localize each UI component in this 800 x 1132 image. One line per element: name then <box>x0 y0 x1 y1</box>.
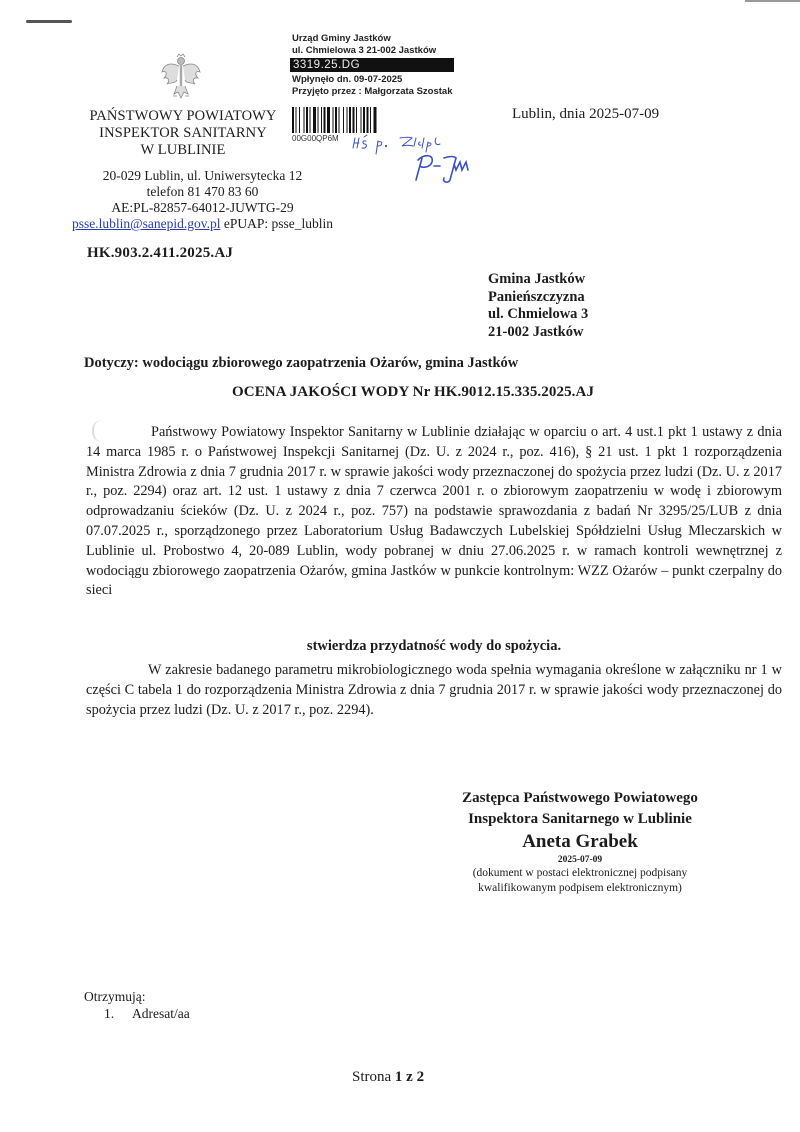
case-number: HK.903.2.411.2025.AJ <box>87 245 234 261</box>
barcode-bar <box>304 107 305 133</box>
registration-stamp <box>292 33 458 98</box>
current-page: 1 <box>394 1069 403 1085</box>
page-number <box>352 1069 424 1086</box>
recipient-address <box>488 271 588 341</box>
recipient-line-2: Panieńszczyzna <box>488 288 585 305</box>
barcode-bar <box>347 107 348 133</box>
handwritten-annotation <box>350 132 480 186</box>
office-contact <box>60 168 345 232</box>
page-separator: z <box>406 1069 413 1085</box>
barcode <box>292 107 452 133</box>
receivers-heading: Otrzymują: <box>84 989 146 1004</box>
barcode-code: 00G00QP6M <box>292 134 339 143</box>
issuing-office <box>78 108 288 159</box>
signatory-role-line-1: Zastępca Państwowego Powiatowego <box>462 790 698 806</box>
barcode-bar <box>333 107 334 133</box>
signature-block <box>430 788 730 896</box>
barcode-bar <box>318 107 319 133</box>
signatory-name: Aneta Grabek <box>522 831 638 852</box>
office-line-1: PAŃSTWOWY POWIATOWY <box>89 108 277 124</box>
barcode-bar <box>292 107 294 133</box>
barcode-bar <box>339 107 340 133</box>
page-prefix: Strona <box>352 1069 392 1085</box>
barcode-bar <box>363 107 365 133</box>
stamp-office-address: ul. Chmielowa 3 21-002 Jastków <box>292 45 437 56</box>
recipient-line-1: Gmina Jastków <box>488 271 586 287</box>
scan-edge-mark <box>745 0 800 2</box>
stamp-registration-number: 3319.25.DG <box>290 58 454 72</box>
stamp-received-date: Wpłynęło dn. 09-07-2025 <box>292 74 403 85</box>
barcode-bar <box>374 107 377 133</box>
barcode-bar <box>313 107 316 133</box>
verdict: stwierdza przydatność wody do spożycia. <box>306 638 562 654</box>
barcode-bar <box>327 107 330 133</box>
barcode-bar <box>310 107 311 133</box>
body-paragraph-2: W zakresie badanego parametru mikrobiologicznego woda spełnia wymagania określone w załączniku nr 1 w części C tabela 1 do rozporządzenia Ministra Zdrowia z dnia 7 grudnia 2017 r. w sprawie jakości wody przeznaczonej do spożycia przez ludzi (Dz. U. z 2017 r., poz. 2294). <box>86 662 782 718</box>
barcode-bar <box>324 107 326 133</box>
recipient-line-3: ul. Chmielowa 3 <box>488 306 589 322</box>
polish-eagle-emblem-icon <box>160 52 202 102</box>
document-title: OCENA JAKOŚCI WODY Nr HK.9012.15.335.2025.AJ <box>232 384 595 400</box>
barcode-bar <box>349 107 351 133</box>
signature-note-line-1: (dokument w postaci elektronicznej podpisany <box>472 867 688 879</box>
barcode-bar <box>299 107 300 133</box>
office-email-link[interactable]: psse.lublin@sanepid.gov.pl <box>72 216 221 231</box>
barcode-bar <box>343 107 344 133</box>
receiver-item <box>104 1005 190 1022</box>
barcode-bar <box>361 107 362 133</box>
barcode-bar <box>370 107 371 133</box>
signature-date: 2025-07-09 <box>557 855 603 865</box>
barcode-bar <box>306 107 308 133</box>
receiver-label: Adresat/aa <box>132 1006 190 1021</box>
office-ae-address: AE:PL-82857-64012-JUWTG-29 <box>111 200 294 215</box>
stamp-office: Urząd Gminy Jastków <box>292 33 391 44</box>
receivers-list <box>84 988 190 1022</box>
scan-mark <box>26 20 72 23</box>
office-line-2: INSPEKTOR SANITARNY <box>99 125 267 141</box>
barcode-bar <box>367 107 369 133</box>
office-line-3: W LUBLINIE <box>140 142 226 158</box>
barcode-bar <box>321 107 322 133</box>
office-phone: telefon 81 470 83 60 <box>146 184 259 199</box>
office-email-line <box>60 216 345 232</box>
barcode-bar <box>353 107 355 133</box>
barcode-bar <box>296 107 297 133</box>
receiver-number: 1. <box>104 1006 115 1021</box>
signatory-role-line-2: Inspektora Sanitarnego w Lublinie <box>468 811 692 827</box>
office-epuap: ePUAP: psse_lublin <box>223 216 333 231</box>
barcode-bar <box>356 107 357 133</box>
document-date: Lublin, dnia 2025-07-09 <box>512 106 660 122</box>
signature-note-line-2: kwalifikowanym podpisem elektronicznym) <box>478 882 682 894</box>
body-paragraph-1: Państwowy Powiatowy Inspektor Sanitarny w Lublinie działając w oparciu o art. 4 ust.1 pkt 1 ustawy z dnia 14 marca 1985 r. o Państwowej Inspekcji Sanitarnej (Dz. U. z 2024 r., poz. 416), § 21 ust. 1 pkt 1 rozporządzenia Ministra Zdrowia z dnia 7 grudnia 2017 r. w sprawie jakości wody przeznaczonej do spożycia przez ludzi (Dz. U. z 2017 r., poz. 2294) oraz art. 12 ust. 1 ustawy z dnia 7 czerwca 2001 r. o zbiorowym zaopatrzeniu w wodę i zbiorowym odprowadzaniu ścieków (Dz. U. z 2024 r., poz. 757) na podstawie sprawozdania z badań Nr 3295/25/LUB z dnia 07.07.2025 r., sporządzonego przez Laboratorium Usług Badawczych Lubelskiej Spółdzielni Usług Mleczarskich w Lublinie ul. Probostwo 4, 20-089 Lublin, wody pobranej w dniu 27.06.2025 r. w ramach kontroli wewnętrznej z wodociągu zbiorowego zaopatrzenia Ożarów, gmina Jastków w punkcie kontrolnym: WZZ Ożarów – punkt czerpalny do sieci <box>86 424 782 599</box>
barcode-bar <box>335 107 337 133</box>
total-pages: 2 <box>416 1069 425 1085</box>
stamp-received-by: Przyjęto przez : Małgorzata Szostak <box>292 86 453 97</box>
office-address: 20-029 Lublin, ul. Uniwersytecka 12 <box>102 168 303 183</box>
recipient-line-4: 21-002 Jastków <box>488 323 584 340</box>
subject-line: Dotyczy: wodociągu zbiorowego zaopatrzenia Ożarów, gmina Jastków <box>84 355 519 371</box>
